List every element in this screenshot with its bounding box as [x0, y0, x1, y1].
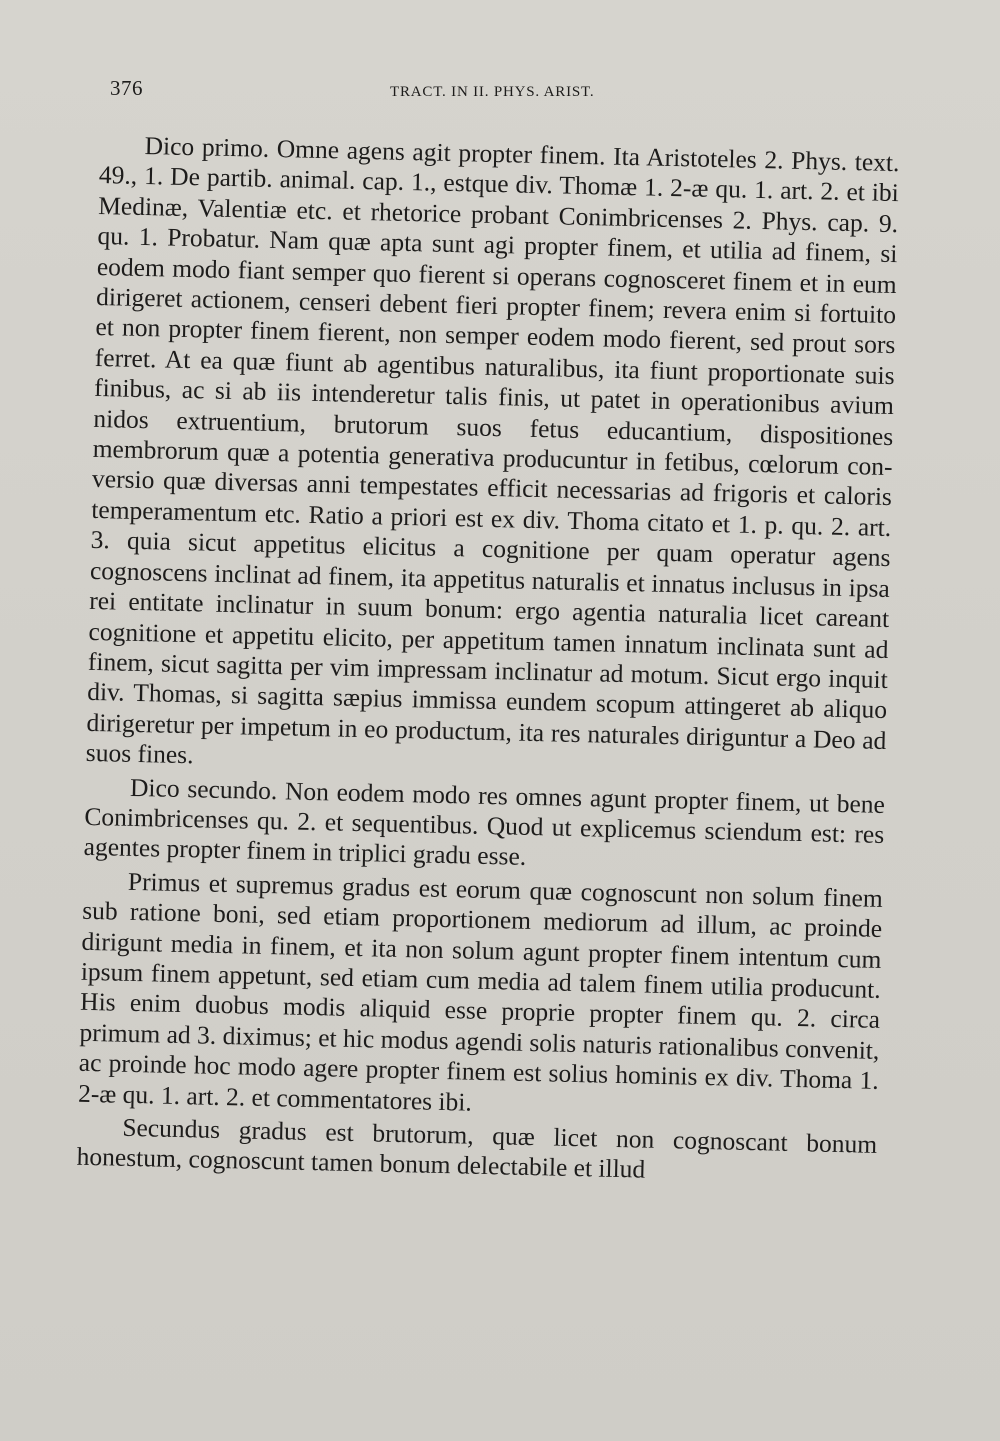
paragraph-secundus-gradus: Secundus gradus est brutorum, quæ licet non cognoscant bonum honestum, cognoscunt tamen bonum delectabile et illud — [76, 1112, 878, 1185]
paragraph-dico-primo: Dico primo. Omne agens agit propter finem. Ita Aristoteles 2. Phys. text. 49., 1. De partib. animal. cap. 1., estque div. Thomæ 1. 2-æ qu. 1. art. 2. et ibi Medinæ, Valentiæ etc. et rhetorice probant Conimbricenses 2. Phys. cap. 9. qu. 1. Probatur. Nam quæ apta sunt agi propter finem, et utilia ad finem, si eodem modo fiant semper quo fierent si operans cognosceret finem et in eum dirigeret actionem, censeri debent fieri propter finem; revera enim si fortuito et non propter finem fierent, non semper eodem modo fierent, sed prout sors ferret. At ea quæ fiunt ab agentibus naturalibus, ita fiunt proportionate suis finibus, ac si ab iis intenderetur talis finis, ut patet in operationibus avium nidos extruentium, brutorum suos fetus educantium, dispositiones membrorum quæ a potentia generativa producuntur in fetibus, cœlorum conversio quæ diversas anni tempestates efficit necessarias ad frigoris et caloris temperamentum etc. Ratio a priori est ex div. Thoma citato et 1. p. qu. 2. art. 3. quia sicut appetitus elicitus a cognitione per quam operatur agens cognoscens inclinat ad finem, ita appetitus naturalis et innatus inclusus in ipsa rei entitate inclinatur in suum bonum: ergo agentia naturalia licet careant cognitione et appetitu elicito, per appetitum tamen innatum inclinata sunt ad finem, sicut sagitta per vim impressam inclinatur ad motum. Sicut ergo inquit div. Thomas, si sagitta sæpius immissa eundem scopum attingeret ab aliquo dirigeretur per impetum in eo productum, ita res naturales diriguntur a Deo ad suos fines. — [85, 131, 900, 770]
page-number: 376 — [110, 76, 143, 100]
body-text — [76, 130, 900, 1194]
running-head: TRACT. IN II. PHYS. ARIST. — [390, 84, 595, 100]
paragraph-dico-secundo: Dico secundo. Non eodem modo res omnes agunt propter finem, ut bene Conimbricenses qu. 2. et sequentibus. Quod ut explicemus sciendum est: res agentes propter finem in triplici gradu esse. — [83, 772, 886, 872]
page-header — [110, 72, 900, 106]
paragraph-primus-gradus: Primus et supremus gradus est eorum quæ cognoscunt non solum finem sub ratione boni, sed etiam proportionem mediorum ad illum, ac proinde dirigunt media in finem, et ita non solum agunt propter finem intentum cum ipsum finem appetunt, sed etiam cum media ad talem finem utilia producunt. His enim duobus modis aliquid esse proprie propter finem qu. 2. circa primum ad 3. diximus; et hic modus agendi solis naturis rationalibus convenit, ac proinde hoc modo agere propter finem est solius hominis ex div. Thoma 1. 2-æ qu. 1. art. 2. et commentatores ibi. — [77, 866, 884, 1117]
